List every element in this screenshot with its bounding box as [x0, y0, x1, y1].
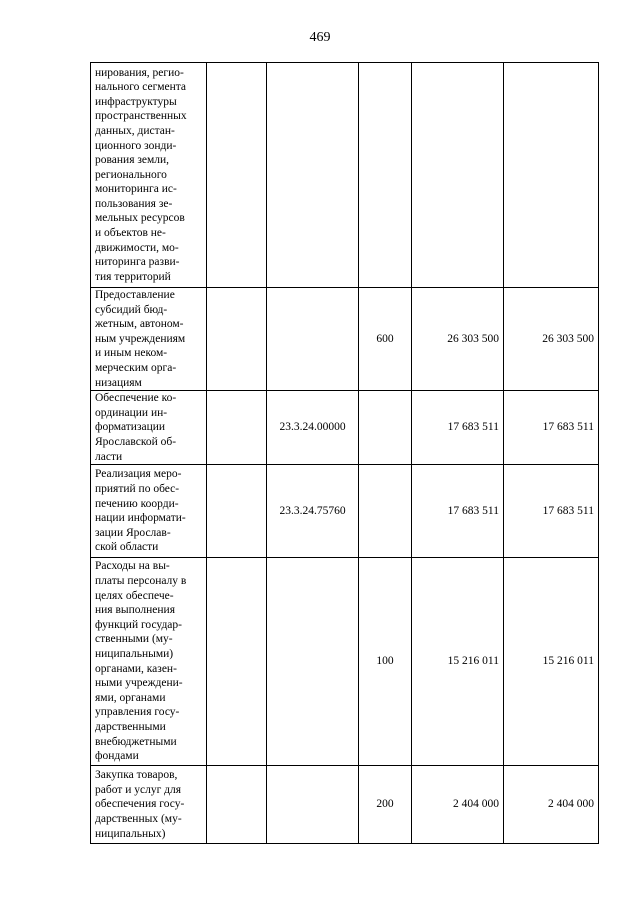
expense-type-cell — [359, 391, 412, 465]
page-number: 469 — [309, 30, 331, 45]
row-name-line: дарственных (му- — [95, 812, 182, 825]
row-name-line: мерческим орга- — [95, 361, 177, 374]
table-row — [91, 766, 599, 844]
amount-cell-1: 17 683 511 — [412, 391, 504, 465]
row-name-line: рования земли, — [95, 154, 170, 167]
table-row — [91, 558, 599, 766]
row-name-line: данных, дистан- — [95, 124, 175, 137]
row-name-line: ными учреждени- — [95, 677, 183, 690]
amount-cell-1: 15 216 011 — [412, 558, 504, 766]
row-name-line: печению коорди- — [95, 497, 179, 510]
row-name-line: работ и услуг для — [95, 783, 182, 796]
table-body — [91, 63, 599, 844]
row-name-cell — [91, 766, 207, 844]
row-name-line: дарственными — [95, 721, 166, 733]
row-name-line: ственными (му- — [95, 633, 173, 646]
blank-cell — [207, 391, 267, 465]
row-name-line: тия территорий — [95, 270, 171, 283]
expense-type-cell: 200 — [359, 766, 412, 844]
row-name-line: ным учреждениям — [95, 332, 186, 345]
table-row — [91, 465, 599, 558]
table-row — [91, 288, 599, 391]
row-name-line: фондами — [95, 750, 139, 763]
row-name-line: нального сегмента — [95, 81, 187, 94]
amount-cell-2: 17 683 511 — [504, 391, 599, 465]
row-name-line: внебюджетными — [95, 735, 177, 748]
target-code-cell: 23.3.24.00000 — [267, 391, 359, 465]
row-name-line: низациям — [95, 376, 142, 389]
expense-type-cell — [359, 465, 412, 558]
row-name-line: Закупка товаров, — [95, 769, 178, 782]
row-name-line: ния выполнения — [95, 604, 175, 617]
row-name-line: Предоставление — [95, 289, 175, 301]
target-code-cell — [267, 558, 359, 766]
row-name-line: ционного зонди- — [95, 139, 177, 152]
target-code-cell — [267, 288, 359, 391]
row-name-line: и объектов не- — [95, 227, 166, 240]
row-name-line: форматизации — [95, 421, 166, 434]
row-name-line: жетным, автоном- — [95, 318, 184, 331]
target-code-cell — [267, 766, 359, 844]
target-code-cell — [267, 63, 359, 288]
row-name-line: обеспечения госу- — [95, 798, 185, 811]
target-code-cell: 23.3.24.75760 — [267, 465, 359, 558]
row-name-line: субсидий бюд- — [95, 303, 168, 316]
row-name-cell — [91, 288, 207, 391]
amount-cell-2: 17 683 511 — [504, 465, 599, 558]
row-name-line: управления госу- — [95, 706, 180, 719]
row-name-line: Расходы на вы- — [95, 560, 170, 573]
row-name-line: нации информати- — [95, 512, 186, 525]
amount-cell-2 — [504, 63, 599, 288]
blank-cell — [207, 766, 267, 844]
row-name-line: ординации ин- — [95, 406, 168, 419]
row-name-line: функций государ- — [95, 618, 182, 631]
amount-cell-2: 26 303 500 — [504, 288, 599, 391]
row-name-line: ниципальными) — [95, 648, 174, 661]
amount-cell-2: 2 404 000 — [504, 766, 599, 844]
expense-type-cell: 600 — [359, 288, 412, 391]
row-name-line: и иным неком- — [95, 347, 168, 360]
row-name-line: движимости, мо- — [95, 241, 179, 254]
row-name-line: инфраструктуры — [95, 95, 177, 108]
amount-cell-1: 17 683 511 — [412, 465, 504, 558]
row-name-line: пользования зе- — [95, 197, 173, 210]
expense-type-cell: 100 — [359, 558, 412, 766]
row-name-line: Реализация меро- — [95, 468, 182, 481]
row-name-line: ниторинга разви- — [95, 256, 180, 269]
amount-cell-1 — [412, 63, 504, 288]
row-name-line: ласти — [95, 450, 123, 463]
row-name-line: мельных ресурсов — [95, 212, 185, 225]
row-name-line: зации Ярослав- — [95, 526, 171, 539]
row-name-line: платы персоналу в — [95, 575, 187, 588]
row-name-line: ской области — [95, 541, 159, 554]
table-row — [91, 391, 599, 465]
row-name-line: приятий по обес- — [95, 482, 180, 495]
blank-cell — [207, 288, 267, 391]
blank-cell — [207, 558, 267, 766]
row-name-line: Обеспечение ко- — [95, 392, 177, 405]
expense-type-cell — [359, 63, 412, 288]
row-name-line: Ярославской об- — [95, 435, 177, 448]
row-name-line: ниципальных) — [95, 827, 166, 840]
row-name-line: ями, органами — [95, 691, 166, 704]
row-name-cell — [91, 391, 207, 465]
amount-cell-1: 26 303 500 — [412, 288, 504, 391]
row-name-line: органами, казен- — [95, 662, 177, 675]
row-name-line: мониторинга ис- — [95, 183, 177, 196]
row-name-line: пространственных — [95, 110, 187, 123]
blank-cell — [207, 465, 267, 558]
amount-cell-2: 15 216 011 — [504, 558, 599, 766]
blank-cell — [207, 63, 267, 288]
row-name-cell — [91, 63, 207, 288]
row-name-cell — [91, 465, 207, 558]
row-name-line: нирования, регио- — [95, 66, 184, 79]
row-name-cell — [91, 558, 207, 766]
row-name-line: регионального — [95, 168, 167, 181]
budget-table — [90, 62, 599, 844]
table-row — [91, 63, 599, 288]
amount-cell-1: 2 404 000 — [412, 766, 504, 844]
row-name-line: целях обеспече- — [95, 589, 174, 602]
